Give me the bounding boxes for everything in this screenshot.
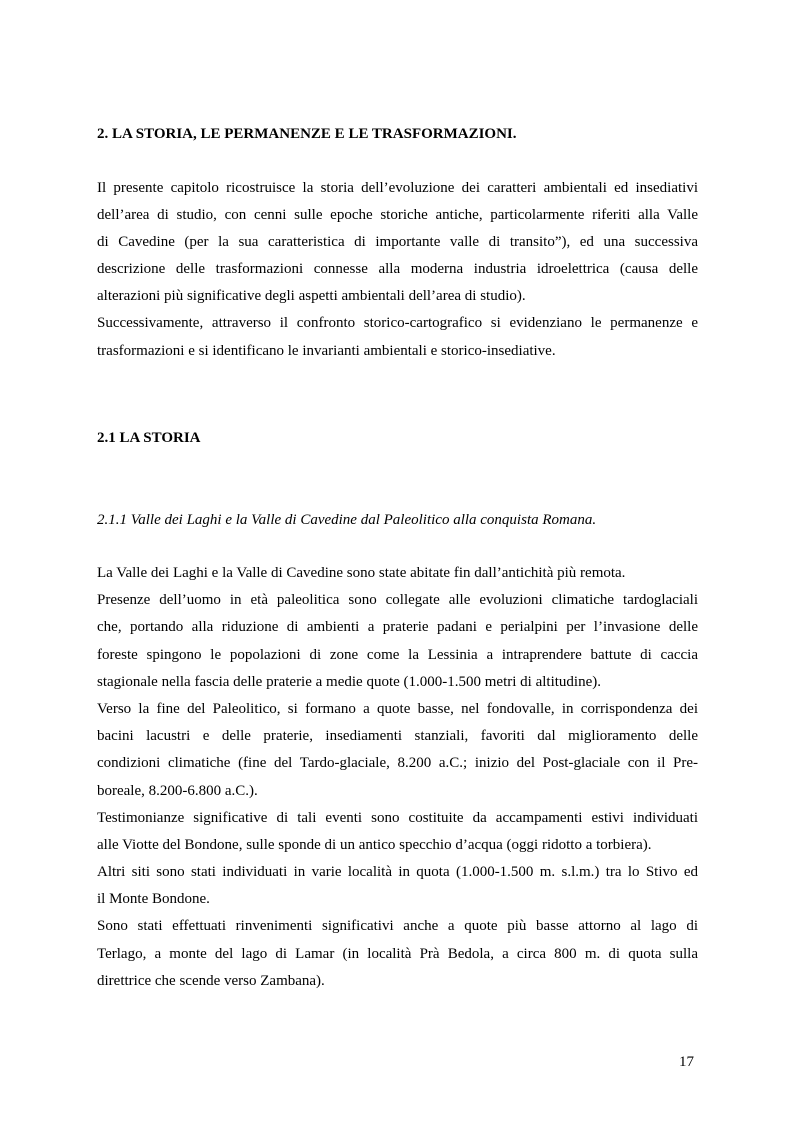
body-line: il Monte Bondone.	[97, 891, 210, 908]
body-line: Testimonianze significative di tali eventi sono costituite da accampamenti estivi individuati	[97, 809, 698, 826]
chapter-heading: 2. LA STORIA, LE PERMANENZE E LE TRASFORMAZIONI.	[97, 126, 517, 142]
intro-line: Successivamente, attraverso il confronto storico-cartografico si evidenziano le permanenze e	[97, 315, 698, 332]
intro-paragraph	[97, 175, 698, 365]
intro-line: trasformazioni e si identificano le invarianti ambientali e storico-insediative.	[97, 342, 556, 359]
body-line: stagionale nella fascia delle praterie a medie quote (1.000-1.500 metri di altitudine).	[97, 673, 601, 690]
page-number: 17	[679, 1054, 694, 1070]
body-line: Sono stati effettuati rinvenimenti significativi anche a quote più basse attorno al lago di	[97, 918, 698, 935]
intro-line: descrizione delle trasformazioni connesse alla moderna industria idroelettrica (causa delle	[97, 261, 698, 278]
body-line: Altri siti sono stati individuati in varie località in quota (1.000-1.500 m. s.l.m.) tra lo Stivo ed	[97, 864, 698, 881]
body-line: direttrice che scende verso Zambana).	[97, 972, 325, 989]
intro-line: di Cavedine (per la sua caratteristica di importante valle di transito”), ed una successiva	[97, 233, 698, 250]
body-line: Presenze dell’uomo in età paleolitica sono collegate alle evoluzioni climatiche tardoglaciali	[97, 592, 698, 609]
section-heading: 2.1 LA STORIA	[97, 430, 201, 446]
body-line: Terlago, a monte del lago di Lamar (in località Prà Bedola, a circa 800 m. di quota sulla	[97, 945, 698, 962]
body-line: foreste spingono le popolazioni di zone come la Lessinia a intraprendere battute di caccia	[97, 646, 698, 663]
body-line: Verso la fine del Paleolitico, si formano a quote basse, nel fondovalle, in corrispondenza dei	[97, 700, 698, 717]
body-line: La Valle dei Laghi e la Valle di Cavedine sono state abitate fin dall’antichità più remota.	[97, 565, 626, 581]
intro-line: alterazioni più significative degli aspetti ambientali dell’area di studio).	[97, 288, 526, 305]
subsection-heading: 2.1.1 Valle dei Laghi e la Valle di Cavedine dal Paleolitico alla conquista Romana.	[97, 512, 597, 528]
intro-line: Il presente capitolo ricostruisce la storia dell’evoluzione dei caratteri ambientali ed insediativi	[97, 179, 698, 196]
body-line: bacini lacustri e delle praterie, insediamenti stanziali, favoriti dal miglioramento delle	[97, 728, 698, 745]
body-line: alle Viotte del Bondone, sulle sponde di un antico specchio d’acqua (oggi ridotto a torbiera).	[97, 836, 652, 853]
body-line: condizioni climatiche (fine del Tardo-glaciale, 8.200 a.C.; inizio del Post-glaciale con il Pre-	[97, 755, 698, 772]
body-line: boreale, 8.200-6.800 a.C.).	[97, 782, 258, 799]
intro-line: dell’area di studio, con cenni sulle epoche storiche antiche, particolarmente riferiti alla Valle	[97, 206, 698, 223]
body-paragraph	[97, 560, 698, 995]
body-line: che, portando alla riduzione di ambienti a praterie padani e perialpini per l’invasione delle	[97, 619, 698, 636]
